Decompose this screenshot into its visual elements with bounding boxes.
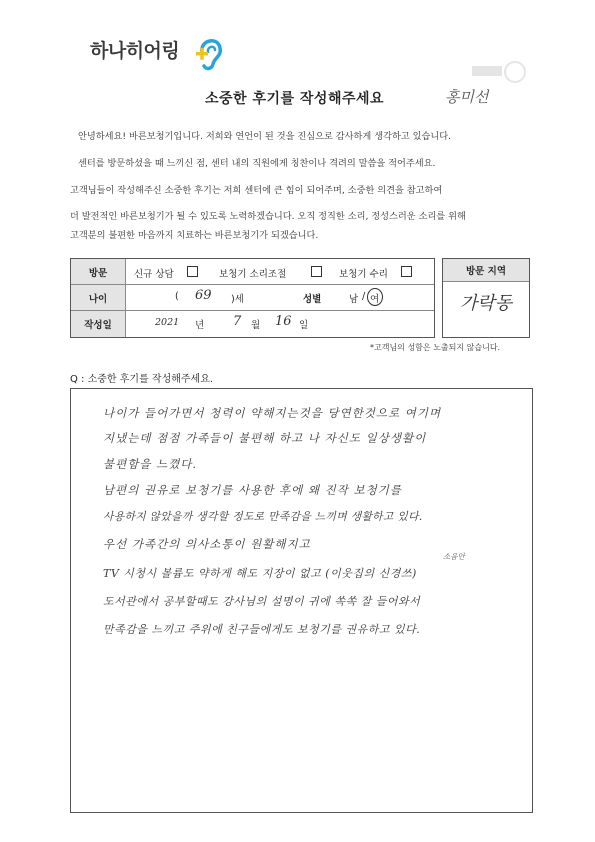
logo-text: 하나히어링 <box>90 40 180 62</box>
gender-male[interactable]: 남 <box>349 294 359 305</box>
option-sound-adjust-label: 보청기 소리조절 <box>219 269 287 280</box>
info-table <box>70 258 435 338</box>
bleed-through-mark <box>470 58 530 88</box>
visit-row <box>71 259 434 285</box>
region-box <box>442 258 530 338</box>
new-consult-checkbox[interactable] <box>187 266 198 277</box>
question-label: Q : 소중한 후기를 작성해주세요. <box>70 374 214 385</box>
logo <box>74 10 238 90</box>
gender-label: 성별 <box>303 294 322 305</box>
answer-line: 나이가 들어가면서 청력이 약해지는것을 당연한것으로 여기며 <box>103 406 442 420</box>
privacy-note: *고객님의 성함은 노출되지 않습니다. <box>370 343 501 352</box>
option-repair-label: 보청기 수리 <box>339 269 388 280</box>
date-day-unit: 일 <box>299 320 309 331</box>
review-answer-area[interactable] <box>70 388 533 813</box>
region-label: 방문 지역 <box>443 259 529 282</box>
intro-line: 고객님들이 작성해주신 소중한 후기는 저희 센터에 큰 힘이 되어주며, 소중한 의견을 참고하여 <box>70 185 443 196</box>
answer-line: 사용하지 않았을까 생각할 정도로 만족감을 느끼며 생활하고 있다. <box>103 510 423 523</box>
answer-line: 우선 가족간의 의사소통이 원활해지고 <box>103 537 311 551</box>
age-close-unit: )세 <box>231 294 244 305</box>
option-new-consult-label: 신규 상담 <box>134 269 174 280</box>
date-year-unit: 년 <box>195 320 205 331</box>
page-title: 소중한 후기를 작성해주세요 <box>205 91 385 107</box>
region-value[interactable]: 가락동 <box>459 293 513 314</box>
sound-adjust-checkbox[interactable] <box>311 266 322 277</box>
gender-selected-circle <box>366 287 384 307</box>
age-gender-row <box>71 285 434 311</box>
age-open-paren: ( <box>175 291 179 302</box>
answer-line: TV 시청시 볼륨도 약하게 해도 지장이 없고 (이웃집의 신경쓰) <box>103 567 417 580</box>
answer-line: 지냈는데 점점 가족들이 불편해 하고 나 자신도 일상생활이 <box>103 431 427 445</box>
answer-line: 도서관에서 공부할때도 강사님의 설명이 귀에 쏙쏙 잘 들어와서 <box>103 595 421 608</box>
gender-female[interactable]: 여 <box>370 294 380 305</box>
date-day[interactable]: 16 <box>275 314 292 329</box>
intro-line: 더 발전적인 바른보청기가 될 수 있도록 노력하겠습니다. 오직 정직한 소리, 정성스러운 소리를 위해 <box>70 211 466 222</box>
date-month-unit: 월 <box>251 320 261 331</box>
intro-line: 센터를 방문하셨을 때 느끼신 점, 센터 내의 직원에게 칭찬이나 격려의 말씀을 적어주세요. <box>78 158 436 169</box>
answer-line: 남편의 권유로 보청기를 사용한 후에 왜 진작 보청기를 <box>103 483 402 497</box>
intro-line: 고객분의 불편한 마음까지 치료하는 바른보청기가 되겠습니다. <box>70 230 319 241</box>
intro-line: 안녕하세요! 바른보청기입니다. 저희와 연언이 된 것을 진심으로 감사하게 생각하고 있습니다. <box>78 131 452 142</box>
ear-plus-icon <box>196 32 224 72</box>
date-year[interactable]: 2021 <box>155 317 180 328</box>
date-row <box>71 311 434 337</box>
date-label: 작성일 <box>71 311 126 337</box>
visit-label: 방문 <box>71 259 126 284</box>
age-label: 나이 <box>71 285 126 310</box>
age-value[interactable]: 69 <box>195 288 212 303</box>
gender-separator: / <box>362 291 366 302</box>
date-month[interactable]: 7 <box>233 314 242 329</box>
repair-checkbox[interactable] <box>401 266 412 277</box>
answer-line: 불편함을 느꼈다. <box>103 457 198 471</box>
answer-line: 만족감을 느끼고 주위에 친구들에게도 보청기를 권유하고 있다. <box>103 623 421 636</box>
answer-superscript-note: 소음안 <box>443 552 465 561</box>
writer-name: 홍미선 <box>445 88 489 106</box>
